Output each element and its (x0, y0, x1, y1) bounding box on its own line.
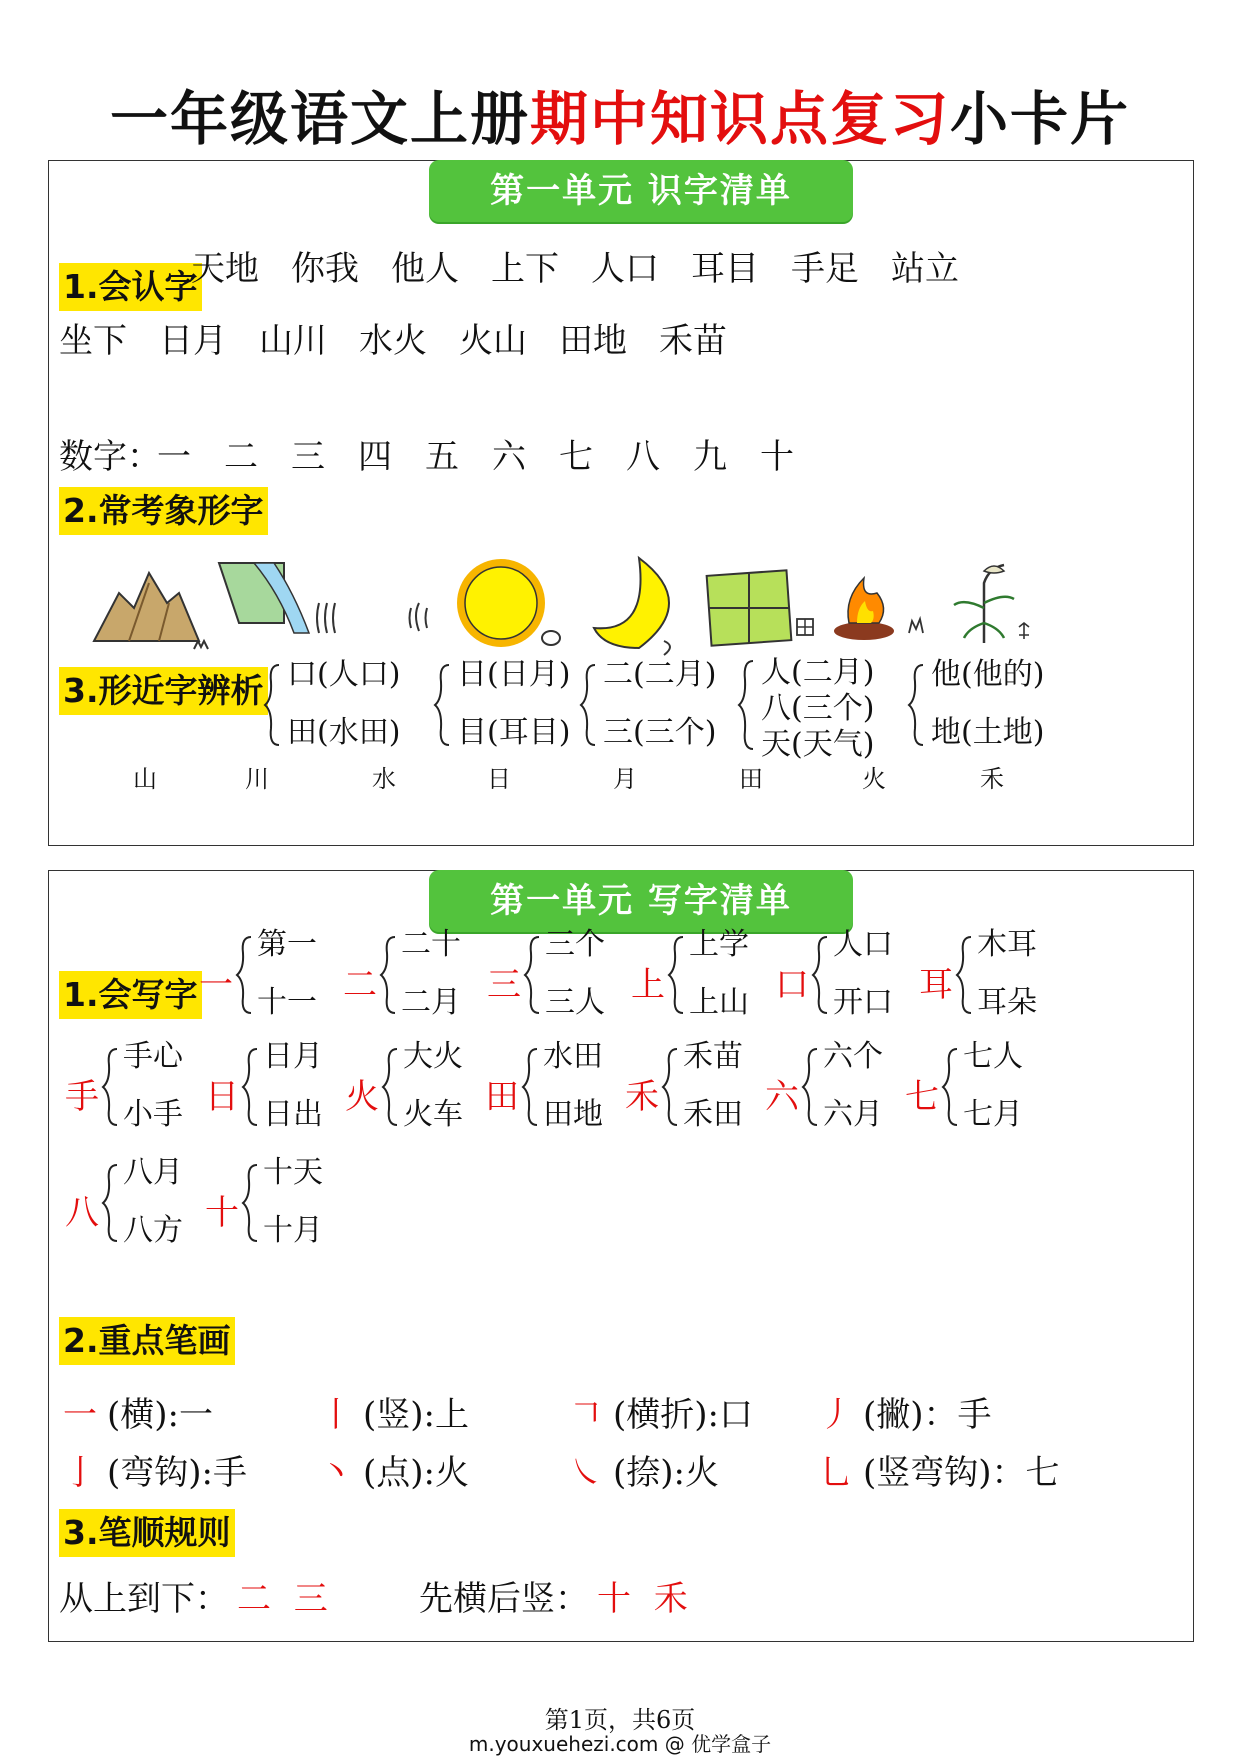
write-char: 八 (65, 1193, 99, 1233)
write-char: 十 (205, 1193, 239, 1233)
pictograph-label: 田 (739, 765, 763, 793)
pictograph-label: 禾 (980, 765, 1004, 793)
write-word: 手心 (123, 1039, 183, 1074)
recognize-word: 禾苗 (659, 321, 727, 361)
brace-icon (263, 663, 281, 747)
write-char: 手 (65, 1077, 99, 1117)
brace-icon (241, 1047, 259, 1127)
write-word: 第一 (257, 927, 317, 962)
stroke-glyph: 乚 (819, 1453, 853, 1493)
site-credit: m.youxuehezi.com @ 优学盒子 (468, 1732, 772, 1756)
similar-char-entry: 地(土地) (931, 715, 1045, 750)
recognize-word: 山川 (259, 321, 327, 361)
field-picture (707, 570, 813, 645)
card2-header: 第一单元 写字清单 (429, 870, 853, 932)
brace-icon (379, 935, 397, 1015)
mountain-picture (94, 573, 208, 649)
write-word: 火车 (403, 1097, 463, 1132)
number-char: 六 (492, 437, 526, 477)
number-char: 五 (425, 437, 459, 477)
brace-icon (955, 935, 973, 1015)
write-word: 二十 (401, 927, 461, 962)
write-char: 三 (487, 965, 521, 1005)
write-char: 口 (775, 965, 809, 1005)
stroke-item (569, 1445, 719, 1494)
write-word: 木耳 (977, 927, 1037, 962)
pictograph-label: 水 (372, 765, 396, 793)
recognize-word: 手足 (791, 249, 859, 289)
write-word: 大火 (403, 1039, 463, 1074)
write-char: 火 (345, 1077, 379, 1117)
write-word: 十天 (263, 1155, 323, 1190)
stroke-glyph: 丨 (319, 1395, 353, 1435)
number-char: 二 (224, 437, 258, 477)
brace-icon (737, 659, 755, 751)
brace-icon (579, 663, 597, 747)
water-glyph (410, 603, 428, 631)
write-word: 三个 (545, 927, 605, 962)
similar-char-entry: 目(耳目) (457, 715, 571, 750)
write-word: 六月 (823, 1097, 883, 1132)
stroke-glyph: 丶 (319, 1453, 353, 1493)
card2-s1-label: 1.会写字 (59, 971, 202, 1019)
write-word: 人口 (833, 927, 893, 962)
brace-icon (941, 1047, 959, 1127)
similar-char-entry: 口(人口) (287, 657, 401, 692)
pictograph-label: 川 (245, 765, 269, 793)
stroke-item (63, 1445, 247, 1494)
stroke-text: (横):一 (107, 1395, 213, 1435)
write-char: 禾 (625, 1077, 659, 1117)
brace-icon (661, 1047, 679, 1127)
stroke-text: (捺):火 (613, 1453, 719, 1493)
recognize-word: 站立 (891, 249, 959, 289)
write-char: 六 (765, 1077, 799, 1117)
recognize-word: 你我 (291, 249, 359, 289)
numbers-label: 数字： (59, 437, 161, 477)
write-word: 开口 (833, 985, 893, 1020)
write-word: 日出 (263, 1097, 323, 1132)
write-word: 八月 (123, 1155, 183, 1190)
brace-icon (433, 663, 451, 747)
stroke-item (819, 1445, 1060, 1494)
pictograph-images (49, 553, 1193, 663)
stroke-text: (撇)：手 (863, 1395, 992, 1435)
brace-icon (811, 935, 829, 1015)
write-char: 田 (485, 1077, 519, 1117)
similar-char-entry: 天(天气) (761, 727, 875, 762)
number-char: 八 (626, 437, 660, 477)
stroke-item (569, 1387, 753, 1436)
pictograph-label: 日 (487, 765, 511, 793)
card1-s1-label: 1.会认字 (59, 263, 202, 311)
fire-picture (834, 578, 923, 640)
number-char: 一 (157, 437, 191, 477)
recognize-word: 坐下 (59, 321, 127, 361)
pictograph-label: 月 (613, 765, 637, 793)
sun-picture (457, 559, 560, 647)
write-word: 三人 (545, 985, 605, 1020)
write-char: 日 (205, 1077, 239, 1117)
brace-icon (241, 1163, 259, 1243)
number-char: 三 (291, 437, 325, 477)
write-char: 上 (631, 965, 665, 1005)
card1-s2-label: 2.常考象形字 (59, 487, 268, 535)
similar-char-entry: 日(日月) (457, 657, 571, 692)
write-word: 七月 (963, 1097, 1023, 1132)
similar-char-entry: 他(他的) (931, 657, 1045, 692)
recognize-word: 日月 (159, 321, 227, 361)
write-word: 禾苗 (683, 1039, 743, 1074)
similar-char-entry: 田(水田) (287, 715, 401, 750)
stroke-text: (竖弯钩)：七 (863, 1453, 1060, 1493)
number-char: 七 (559, 437, 593, 477)
rule1 (59, 1571, 334, 1620)
recognize-word: 人口 (591, 249, 659, 289)
stroke-glyph: 一 (63, 1395, 97, 1435)
stroke-text: (点):火 (363, 1453, 469, 1493)
river-picture (219, 563, 335, 633)
write-word: 七人 (963, 1039, 1023, 1074)
write-word: 小手 (123, 1097, 183, 1132)
stroke-glyph: 亅 (63, 1453, 97, 1493)
brace-icon (101, 1047, 119, 1127)
write-word: 二月 (401, 985, 461, 1020)
title-part2: 期中知识点复习 (529, 85, 950, 153)
title-part1: 一年级语文上册 (109, 85, 530, 153)
recognize-word: 天地 (191, 249, 259, 289)
write-char: 耳 (919, 965, 953, 1005)
rule2-label: 先横后竖： (419, 1579, 589, 1619)
stroke-glyph: 丿 (819, 1395, 853, 1435)
write-char: 二 (343, 965, 377, 1005)
write-word: 日月 (263, 1039, 323, 1074)
write-word: 十月 (263, 1213, 323, 1248)
write-word: 八方 (123, 1213, 183, 1248)
brace-icon (801, 1047, 819, 1127)
brace-icon (667, 935, 685, 1015)
write-word: 田地 (543, 1097, 603, 1132)
write-word: 上学 (689, 927, 749, 962)
brace-icon (381, 1047, 399, 1127)
rule1-chars: 二 三 (237, 1579, 334, 1619)
card2-s2-label: 2.重点笔画 (59, 1317, 235, 1365)
stroke-item (319, 1445, 469, 1494)
moon-picture (594, 558, 670, 655)
card1-header: 第一单元 识字清单 (429, 160, 853, 222)
brace-icon (907, 663, 925, 747)
write-word: 耳朵 (977, 985, 1037, 1020)
write-word: 十一 (257, 985, 317, 1020)
write-word: 水田 (543, 1039, 603, 1074)
rule2-chars: 十 禾 (597, 1579, 694, 1619)
number-char: 十 (760, 437, 794, 477)
stroke-item (63, 1387, 213, 1436)
brace-icon (523, 935, 541, 1015)
title-part3: 小卡片 (950, 85, 1131, 153)
stroke-text: (竖):上 (363, 1395, 469, 1435)
pictograph-label: 火 (862, 765, 886, 793)
write-word: 六个 (823, 1039, 883, 1074)
card-literacy (48, 160, 1194, 846)
brace-icon (521, 1047, 539, 1127)
stroke-item (319, 1387, 469, 1436)
write-word: 禾田 (683, 1097, 743, 1132)
stroke-text: (横折):口 (613, 1395, 753, 1435)
number-char: 四 (358, 437, 392, 477)
card2-s3-label: 3.笔顺规则 (59, 1509, 235, 1557)
grain-picture (954, 565, 1029, 643)
pictograph-label: 山 (133, 765, 157, 793)
card-writing (48, 870, 1194, 1642)
stroke-item (819, 1387, 992, 1436)
rule1-label: 从上到下： (59, 1579, 229, 1619)
brace-icon (235, 935, 253, 1015)
recognize-word: 水火 (359, 321, 427, 361)
similar-char-entry: 三(三个) (603, 715, 717, 750)
stroke-text: (弯钩):手 (107, 1453, 247, 1493)
stroke-glyph: 𠃍 (569, 1395, 603, 1435)
card1-s3-label: 3.形近字辨析 (59, 667, 268, 715)
recognize-word: 火山 (459, 321, 527, 361)
recognize-word: 耳目 (691, 249, 759, 289)
number-char: 九 (693, 437, 727, 477)
brace-icon (101, 1163, 119, 1243)
write-char: 七 (905, 1077, 939, 1117)
page-title (0, 72, 1240, 156)
write-word: 上山 (689, 985, 749, 1020)
similar-char-entry: 八(三个) (761, 691, 875, 726)
page-number: 第1页，共6页 (544, 1706, 696, 1734)
recognize-word: 上下 (491, 249, 559, 289)
similar-char-entry: 人(二月) (761, 655, 875, 690)
write-char: 一 (199, 965, 233, 1005)
stroke-glyph: ㇏ (569, 1453, 603, 1493)
rule2 (419, 1571, 694, 1620)
similar-char-entry: 二(二月) (603, 657, 717, 692)
recognize-word: 田地 (559, 321, 627, 361)
recognize-word: 他人 (391, 249, 459, 289)
